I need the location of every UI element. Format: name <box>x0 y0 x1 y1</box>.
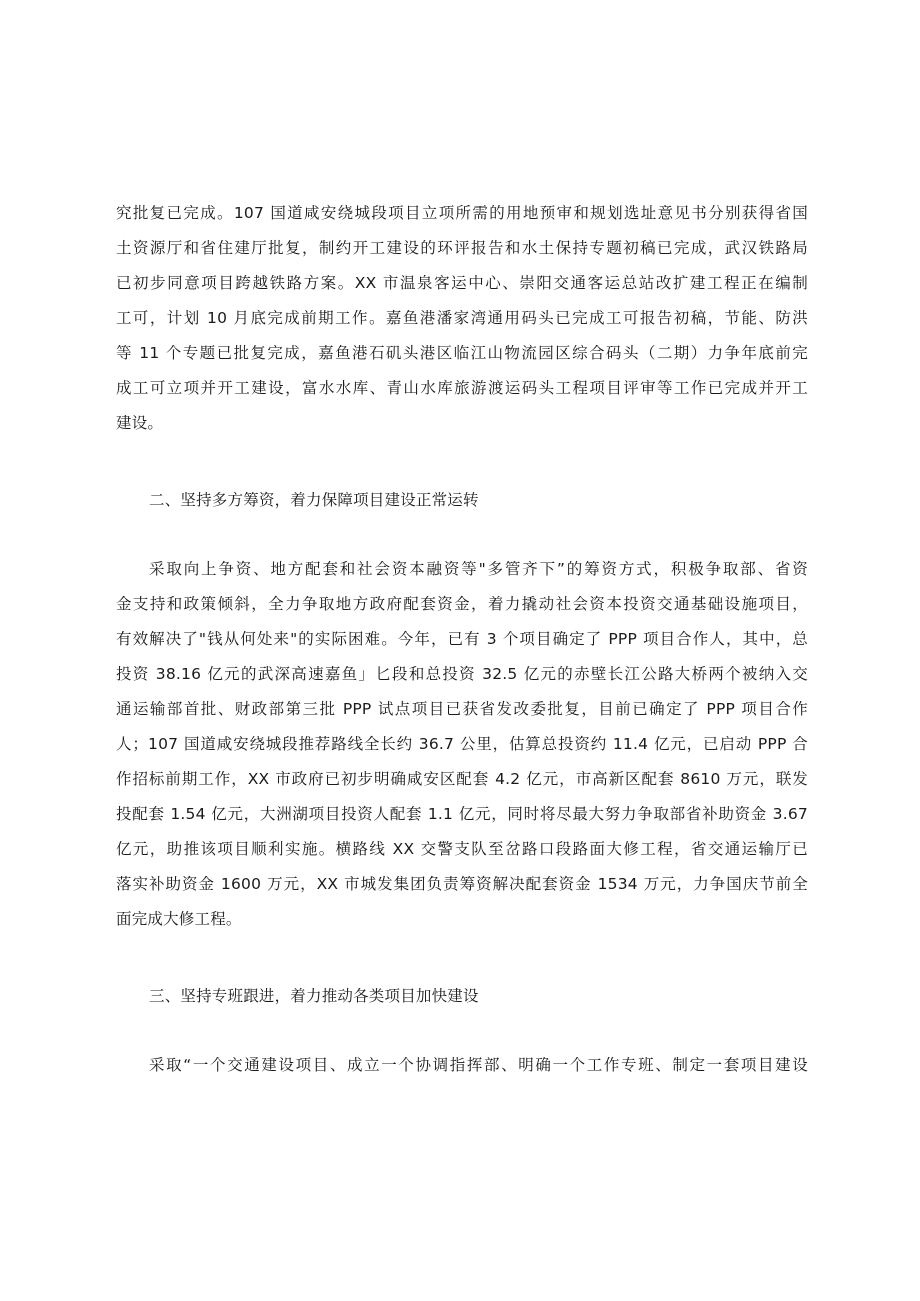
paragraph-1-line: 等 11 个专题已批复完成，嘉鱼港石矶头港区临江山物流园区综合码头（二期）力争年底前完 <box>116 344 808 362</box>
paragraph-2-line: 亿元，助推该项目顺利实施。横路线 XX 交警支队至岔路口段路面大修工程，省交通运输厅已 <box>116 840 808 858</box>
paragraph-2-line: 面完成大修工程。 <box>116 910 242 928</box>
paragraph-1-line: 建设。 <box>116 414 164 432</box>
paragraph-1-line: 已初步同意项目跨越铁路方案。XX 市温泉客运中心、崇阳交通客运总站改扩建工程正在编制 <box>116 274 808 292</box>
paragraph-2-line: 通运输部首批、财政部第三批 PPP 试点项目已获省发改委批复，目前已确定了 PPP 项目合作 <box>116 700 808 718</box>
paragraph-2-line: 投资 38.16 亿元的武深高速嘉鱼」匕段和总投资 32.5 亿元的赤壁长江公路大桥两个被纳入交 <box>116 665 808 683</box>
paragraph-2-line: 作招标前期工作，XX 市政府已初步明确咸安区配套 4.2 亿元，市高新区配套 8610 万元，联发 <box>116 770 808 788</box>
paragraph-1-line: 成工可立项并开工建设，富水水库、青山水库旅游渡运码头工程项目评审等工作已完成并开工 <box>116 379 808 397</box>
paragraph-1-line: 究批复已完成。107 国道咸安绕城段项目立项所需的用地预审和规划选址意见书分别获得省国 <box>116 204 808 222</box>
paragraph-2-line: 有效解决了"钱从何处来"的实际困难。今年，已有 3 个项目确定了 PPP 项目合作人，其中，总 <box>116 630 808 648</box>
paragraph-1-line: 土资源厅和省住建厅批复，制约开工建设的环评报告和水土保持专题初稿已完成，武汉铁路局 <box>116 239 808 257</box>
paragraph-2-line: 投配套 1.54 亿元，大洲湖项目投资人配套 1.1 亿元，同时将尽最大努力争取部省补助资金 3.67 <box>116 805 808 823</box>
paragraph-3-line: 采取“一个交通建设项目、成立一个协调指挥部、明确一个工作专班、制定一套项目建设 <box>149 1056 808 1074</box>
section-heading-2: 二、坚持多方筹资，着力保障项目建设正常运转 <box>149 491 479 509</box>
paragraph-2-line: 落实补助资金 1600 万元，XX 市城发集团负责筹资解决配套资金 1534 万元，力争国庆节前全 <box>116 875 808 893</box>
paragraph-2-line: 采取向上争资、地方配套和社会资本融资等"多管齐下”的筹资方式，积极争取部、省资 <box>149 560 808 578</box>
paragraph-2-line: 金支持和政策倾斜，全力争取地方政府配套资金，着力撬动社会资本投资交通基础设施项目， <box>116 595 808 613</box>
section-heading-3: 三、坚持专班跟进，着力推动各类项目加快建设 <box>149 987 479 1005</box>
paragraph-2-line: 人；107 国道咸安绕城段推荐路线全长约 36.7 公里，估算总投资约 11.4 亿元，已启动 PPP 合 <box>116 735 808 753</box>
paragraph-1-line: 工可，计划 10 月底完成前期工作。嘉鱼港潘家湾通用码头已完成工可报告初稿，节能、防洪 <box>116 309 808 327</box>
